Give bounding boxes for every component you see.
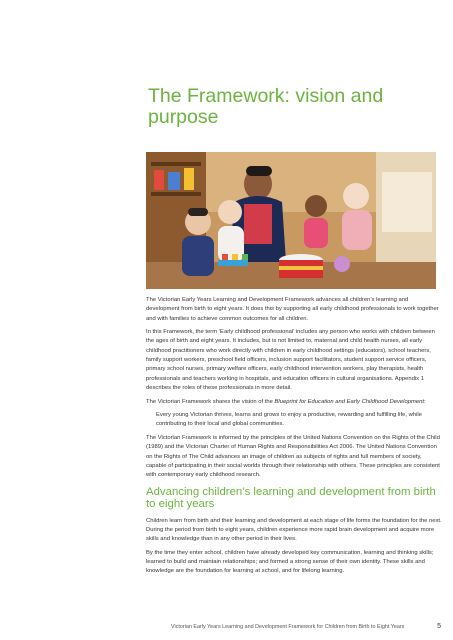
paragraph-professionals: In this Framework, the term ‘Early childhood professional’ includes any person who works with children between the ages of birth and eight years. It includes, but is not limited to, maternal and child health nurses, all early childhood practitioners who work directly with children in early childhood settings (educators), school teachers, family support workers, preschool field officers, inclusion support facilitators, student support service officers, primary school nurses, primary welfare officers, early childhood intervention workers, play therapists, health professionals and teachers working in hospitals, and education officers in cultural organisations. Appendix 1 describes the roles of these professionals in more detail. <box>146 329 435 391</box>
classroom-photo <box>146 152 436 289</box>
vision-lead: The Victorian Framework shares the vision of the <box>146 398 275 405</box>
footer-title: Victorian Early Years Learning and Development Framework for Children from Birth to Eight Years <box>171 624 405 630</box>
body-text <box>146 296 443 581</box>
page-title: The Framework: vision and purpose <box>148 85 384 128</box>
vision-lead-end: : <box>423 398 426 405</box>
classroom-photo-illustration <box>146 152 436 289</box>
page-footer <box>171 624 441 630</box>
paragraph-intro: The Victorian Early Years Learning and Development Framework advances all children’s learning and development from birth to eight years. It does this by supporting all early childhood professionals to work together and with families to achieve common outcomes for all children. <box>146 297 439 322</box>
paragraph-school-entry: By the time they enter school, children have already developed key communication, learning and thinking skills; learned to build and maintain relationships; and formed a strong sense of their own identity. These skills and knowledge are the foundation for learning at school, and for lifelong learning. <box>146 549 434 575</box>
paragraph-learning-from-birth: Children learn from birth and their learning and development at each stage of life forms the foundation for the next. During the period from birth to eight years, children experience more rapid brain development and acquire more skills and knowledge than in any other period in their lives. <box>146 517 442 543</box>
section-heading: Advancing children’s learning and development from birth to eight years <box>146 485 436 511</box>
blueprint-title: Blueprint for Education and Early Childhood Development <box>274 398 424 405</box>
paragraph-un-convention: The Victorian Framework is informed by the principles of the United Nations Convention on the Rights of the Child (1989) and the Victorian Charter of Human Rights and Responsibilities Act 2006. The United Nations Convention on the Rights of The Child advances an image of children as subjects of rights and full members of society, capable of participating in their social worlds through their relationship with others. These principles are consistent with contemporary early childhood research. <box>146 435 440 479</box>
paragraph-vision <box>146 398 443 407</box>
page-number: 5 <box>437 623 441 630</box>
vision-quote: Every young Victorian thrives, learns and grows to enjoy a productive, rewarding and fulfilling life, while contributing to their local and global communities. <box>156 412 422 428</box>
